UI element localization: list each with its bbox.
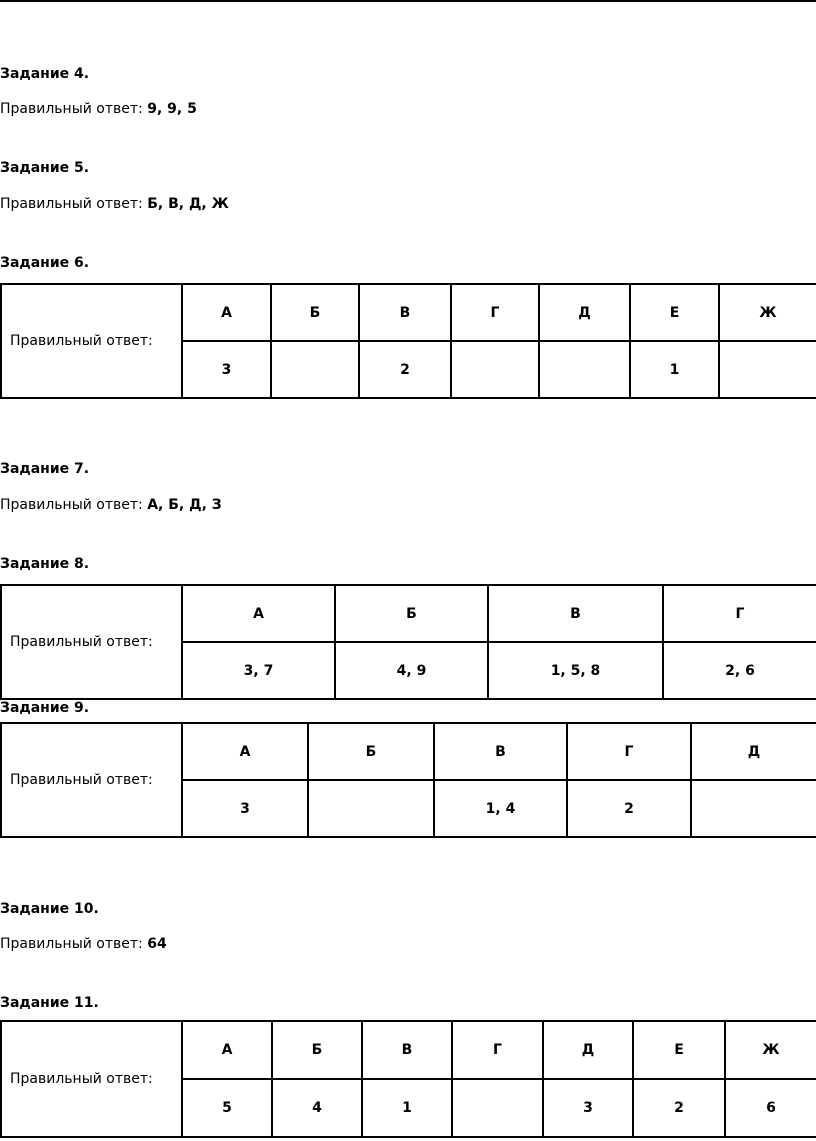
value-cell: 5 <box>182 1079 272 1137</box>
answer-value: 9, 9, 5 <box>147 101 197 117</box>
header-cell: Г <box>452 1021 543 1079</box>
task-11-table <box>0 1020 816 1138</box>
top-rule <box>0 0 816 2</box>
answer-label: Правильный ответ: <box>0 101 143 117</box>
task-4-heading: Задание 4. <box>0 66 90 82</box>
header-cell: Д <box>691 723 816 780</box>
header-cell: Г <box>451 284 539 341</box>
value-cell: 2, 6 <box>663 642 816 699</box>
value-cell <box>308 780 434 837</box>
value-cell <box>452 1079 543 1137</box>
header-cell: Б <box>308 723 434 780</box>
value-cell: 2 <box>359 341 451 398</box>
header-cell: В <box>362 1021 452 1079</box>
header-cell: В <box>434 723 567 780</box>
header-cell: Ж <box>719 284 816 341</box>
task-7-heading: Задание 7. <box>0 461 90 477</box>
header-cell: Б <box>335 585 488 642</box>
task-10-answer <box>0 936 167 952</box>
task-7-answer <box>0 497 222 513</box>
task-5-answer <box>0 196 229 212</box>
task-5-heading: Задание 5. <box>0 160 90 176</box>
header-cell: Е <box>630 284 719 341</box>
value-cell: 3 <box>182 780 308 837</box>
header-cell: Б <box>271 284 359 341</box>
value-cell: 1 <box>362 1079 452 1137</box>
value-cell: 3 <box>182 341 271 398</box>
header-cell: А <box>182 284 271 341</box>
value-cell: 1, 4 <box>434 780 567 837</box>
value-cell: 4 <box>272 1079 362 1137</box>
header-cell: А <box>182 585 335 642</box>
value-cell: 2 <box>633 1079 725 1137</box>
header-cell: Г <box>663 585 816 642</box>
task-8-table <box>0 584 816 700</box>
header-cell: В <box>359 284 451 341</box>
answer-label: Правильный ответ: <box>0 936 143 952</box>
task-4-answer <box>0 101 197 117</box>
value-cell <box>451 341 539 398</box>
value-cell: 6 <box>725 1079 816 1137</box>
header-cell: Д <box>543 1021 633 1079</box>
value-cell <box>271 341 359 398</box>
answer-label-cell: Правильный ответ: <box>1 585 182 699</box>
value-cell: 3 <box>543 1079 633 1137</box>
header-cell: Г <box>567 723 691 780</box>
value-cell <box>691 780 816 837</box>
value-cell: 3, 7 <box>182 642 335 699</box>
task-9-heading: Задание 9. <box>0 700 90 716</box>
header-cell: А <box>182 1021 272 1079</box>
value-cell <box>719 341 816 398</box>
value-cell: 1 <box>630 341 719 398</box>
answer-value: А, Б, Д, З <box>147 497 222 513</box>
header-cell: А <box>182 723 308 780</box>
answer-label-cell: Правильный ответ: <box>1 284 182 398</box>
value-cell: 1, 5, 8 <box>488 642 663 699</box>
value-cell <box>539 341 630 398</box>
header-cell: Ж <box>725 1021 816 1079</box>
answer-label: Правильный ответ: <box>0 196 143 212</box>
answer-value: Б, В, Д, Ж <box>147 196 229 212</box>
header-cell: Е <box>633 1021 725 1079</box>
task-11-heading: Задание 11. <box>0 995 99 1011</box>
answer-label-cell: Правильный ответ: <box>1 1021 182 1137</box>
answer-value: 64 <box>147 936 167 952</box>
value-cell: 2 <box>567 780 691 837</box>
task-6-table <box>0 283 816 399</box>
header-cell: В <box>488 585 663 642</box>
header-cell: Д <box>539 284 630 341</box>
task-9-table <box>0 722 816 838</box>
task-10-heading: Задание 10. <box>0 901 99 917</box>
task-8-heading: Задание 8. <box>0 556 90 572</box>
answer-label-cell: Правильный ответ: <box>1 723 182 837</box>
value-cell: 4, 9 <box>335 642 488 699</box>
task-6-heading: Задание 6. <box>0 255 90 271</box>
header-cell: Б <box>272 1021 362 1079</box>
answer-label: Правильный ответ: <box>0 497 143 513</box>
